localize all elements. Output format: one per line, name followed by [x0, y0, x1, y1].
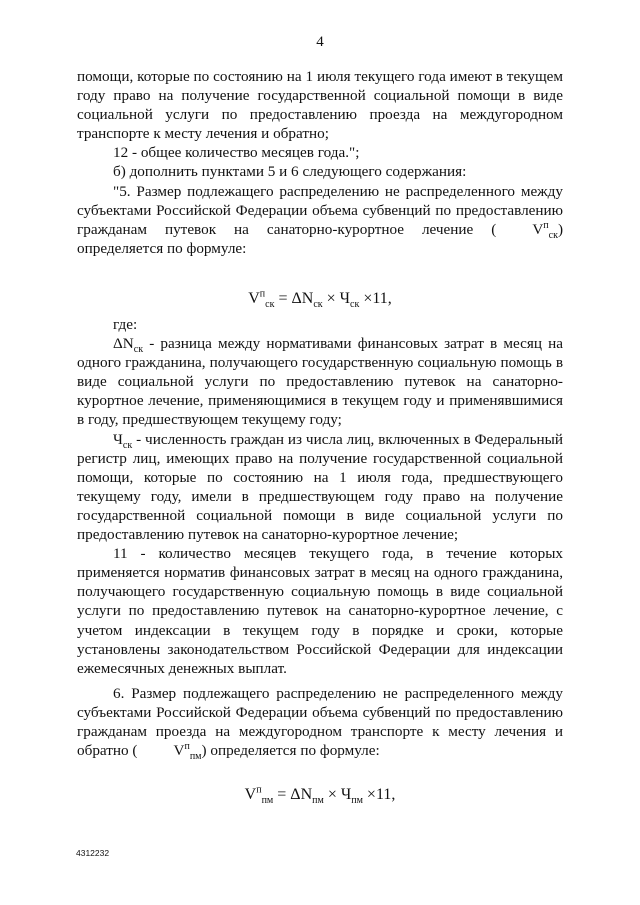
formula1-v-sub: ск [265, 299, 275, 311]
ch-symbol: Ч [113, 430, 123, 448]
formula1-ch-sub: ск [350, 299, 360, 311]
formula2-dn-sub: пм [312, 795, 324, 807]
delta-n-text: - разница между нормативами финансовых затрат в месяц на одного гражданина, получающего государственную социальную помощь в виде социальной услуги по предоставлению путевок на санаторно-курортное лечение, применяющимися в текущем году и применявшимися в году, предшествующем текущему году; [77, 335, 563, 429]
document-code: 4312232 [76, 848, 110, 858]
label-where: где: [113, 316, 138, 333]
formula2-ch-sub: пм [351, 795, 363, 807]
definition-11-months: 11 - количество месяцев текущего года, в течение которых применяется норматив финансовых затрат в месяц на одного гражданина, получающего государственную социальную помощь в виде социальной услуги по предоставлению путевок на санаторно-курортное лечение, с учетом индексации в текущем году в порядке и сроки, которые установлены законодательством Российской Федерации для индексации ежемесячных денежных выплат. [77, 545, 563, 677]
paragraph-continuation: помощи, которые по состоянию на 1 июля текущего года имеют в текущем году право на получение государственной социальной помощи в виде социальной услуги по предоставлению проезда на междугородном транспорте к месту лечения и обратно; [77, 68, 563, 143]
formula2-v-sup: п [256, 784, 262, 796]
paragraph-12-months: 12 - общее количество месяцев года."; [113, 144, 360, 162]
inline-symbol-v-pm: $V^п_{пм}$ [173, 741, 202, 763]
formula2-ch: × Ч [323, 786, 352, 803]
definition-delta-n [77, 334, 563, 429]
paragraph-b-add-points: б) дополнить пунктами 5 и 6 следующего содержания: [113, 163, 467, 181]
formula2-v-sub: пм [261, 795, 274, 807]
inline-symbol-v-sk: $V^п_{ск}$ [532, 219, 558, 241]
point-5-text-a: "5. Размер подлежащего распределению не распределенного между субъектами Российской Федерации объема субвенций по предоставлению гражданам путевок на санаторно-курортное лечение ( [77, 182, 563, 238]
paragraph-point-6 [77, 684, 563, 763]
formula1-ch: × Ч [322, 290, 351, 307]
formula2-eq: = ΔN [273, 786, 313, 803]
delta-n-sub: ск [133, 344, 144, 356]
ch-text: - численность граждан из числа лиц, включенных в Федеральный регистр лиц, имеющих право на получение государственной социальной помощи, которые по состоянию на 1 июля года, предшествующего текущему году, имели в предшествующем году право на получение государственной социальной помощи в виде социальной услуги по предоставлению путевок на санаторно-курортное лечение; [77, 430, 563, 544]
formula1-dn-sub: ск [313, 299, 323, 311]
paragraph-point-5 [77, 182, 563, 258]
formula1-v-sup: п [259, 288, 266, 300]
delta-n-symbol: ΔN [113, 335, 134, 353]
point-6-text-a: 6. Размер подлежащего распределению не распределенного между субъектами Российской Федерации объема субвенций по предоставлению гражданам проезда на междугородном транспорте к месту лечения и обратно ( [77, 684, 563, 760]
ch-sub: ск [122, 439, 133, 451]
point-6-text-b: ) определяется по формуле: [201, 742, 380, 760]
body-text-top [77, 67, 563, 258]
formula-sanatorium [0, 288, 640, 311]
formula1-eq: = ΔN [274, 290, 314, 307]
formula2-tail: ×11, [362, 786, 396, 803]
formula1-v: V [248, 290, 260, 307]
formula2-v: V [244, 786, 257, 803]
page-number: 4 [316, 34, 324, 50]
point-5-text-b: ) определяется по формуле: [77, 220, 563, 257]
formula-transport [0, 784, 640, 807]
body-text-definitions [77, 315, 563, 763]
definition-ch [77, 430, 563, 545]
formula1-tail: ×11, [359, 290, 392, 307]
